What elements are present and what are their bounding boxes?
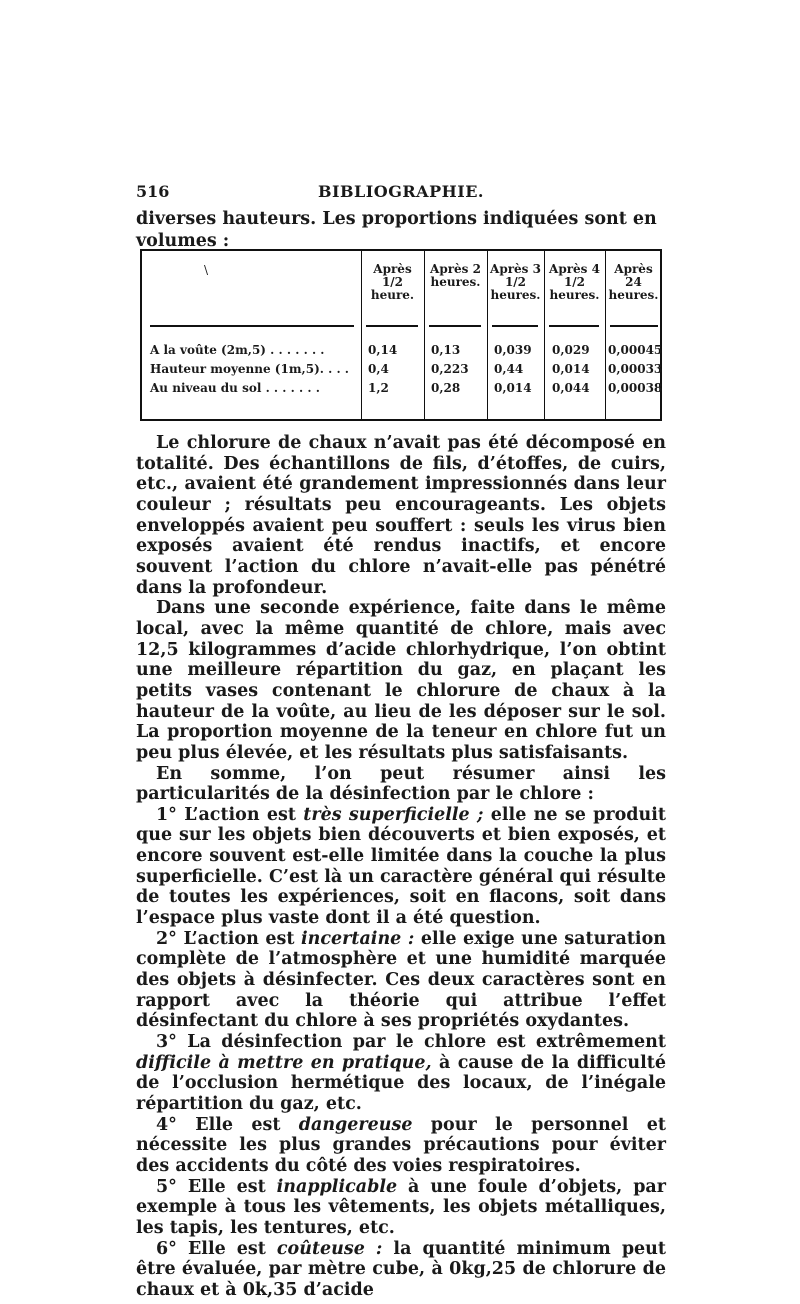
row-label: A la voûte (2m,5) . . . . . . .	[150, 343, 325, 357]
paragraph	[136, 598, 666, 763]
table-cell: 0,029	[552, 343, 590, 357]
running-title: BIBLIOGRAPHIE.	[318, 182, 484, 201]
body-text	[136, 433, 666, 1301]
header-rule	[429, 325, 481, 327]
column-header: Après 4 1/2 heures.	[549, 262, 600, 302]
emphasis: incertaine :	[301, 928, 415, 949]
table-cell: 0,00045	[608, 343, 663, 357]
emphasis: coûteuse :	[276, 1238, 383, 1259]
paragraph	[136, 433, 666, 598]
header-rule	[150, 325, 354, 327]
column-header: Après 1/2 heure.	[370, 262, 415, 302]
paragraph-text: à une foule d’objets, par exemple à tous les vêtements, les objets métalliques, les tapis, les tentures, etc.	[136, 1176, 666, 1238]
table-cell: 0,14	[368, 343, 398, 357]
data-table	[140, 249, 662, 421]
table-cell: 0,223	[431, 362, 469, 376]
paragraph-text: pour le personnel et nécessite les plus grandes précautions pour éviter des accidents du côté des voies respiratoires.	[136, 1114, 666, 1176]
emphasis: inapplicable	[276, 1176, 398, 1197]
list-item	[136, 1239, 666, 1301]
paragraph-text: elle exige une saturation complète de l’atmosphère et une humidité marquée des objets à désinfecter. Ces deux caractères sont en rapport avec la théorie qui attribue l’effet désinfectant du chlore à ses propriétés oxydantes.	[136, 928, 666, 1032]
paragraph-text: 4° Elle est	[156, 1114, 299, 1135]
page-number: 516	[136, 182, 170, 201]
list-item	[136, 929, 666, 1032]
column-header: Après 24 heures.	[608, 262, 659, 302]
column-header: Après 3 1/2 heures.	[490, 262, 541, 302]
paragraph-text: 6° Elle est	[156, 1238, 277, 1259]
paragraph-text: 2° L’action est	[156, 928, 301, 949]
paragraph-text: En somme, l’on peut résumer ainsi les particularités de la désinfection par le chlore :	[136, 763, 666, 805]
table-cell: 0,014	[552, 362, 590, 376]
list-item	[136, 805, 666, 929]
header-rule	[549, 325, 599, 327]
table-cell: 0,13	[431, 343, 461, 357]
emphasis: dangereuse	[298, 1114, 413, 1135]
paragraph-text: elle ne se produit que sur les objets bien découverts et bien exposés, et encore souvent est-elle limitée dans la couche la plus superficielle. C’est là un caractère général qui résulte de toutes les expériences, soit en flacons, soit dans l’espace plus vaste dont il a été question.	[136, 804, 666, 929]
table-cell: 0,00038	[608, 381, 663, 395]
intro-line: diverses hauteurs. Les proportions indiquées sont en volumes :	[136, 209, 657, 251]
row-label: Hauteur moyenne (1m,5). . . .	[150, 362, 349, 376]
table-cell: 0,039	[494, 343, 532, 357]
header-rule	[492, 325, 538, 327]
row-label: Au niveau du sol . . . . . . .	[150, 381, 320, 395]
paragraph-text: Le chlorure de chaux n’avait pas été décomposé en totalité. Des échantillons de fils, d’étoffes, de cuirs, etc., avaient été grandement impressionnés dans leur couleur ; résultats peu encourageants. Les objets enveloppés avaient peu souffert : seuls les virus bien exposés avaient été rendus inactifs, et encore souvent l’action du chlore n’avait-elle pas pénétré dans la profondeur.	[136, 433, 666, 598]
paragraph-text: Dans une seconde expérience, faite dans le même local, avec la même quantité de chlore, mais avec 12,5 kilogrammes d’acide chlorhydrique, l’on obtint une meilleure répartition du gaz, en plaçant les petits vases contenant le chlorure de chaux à la hauteur de la voûte, au lieu de les déposer sur le sol. La proportion moyenne de la teneur en chlore fut un peu plus élevée, et les résultats plus satisfaisants.	[136, 598, 666, 763]
paragraph-text: à cause de la difficulté de l’occlusion hermétique des locaux, de l’inégale répartition du gaz, etc.	[136, 1052, 666, 1114]
table-cell: 0,014	[494, 381, 532, 395]
list-item	[136, 1177, 666, 1239]
table-cell: 0,4	[368, 362, 389, 376]
paragraph-text: 3° La désinfection par le chlore est extrêmement	[156, 1032, 666, 1053]
paragraph-text: la quantité minimum peut être évaluée, par mètre cube, à 0kg,25 de chlorure de chaux et à 0k,35 d’acide	[136, 1238, 666, 1300]
list-item	[136, 1115, 666, 1177]
page-header	[136, 182, 666, 204]
list-item	[136, 1032, 666, 1115]
column-header: Après 2 heures.	[430, 262, 481, 289]
table-cell: 0,28	[431, 381, 461, 395]
header-rule	[610, 325, 658, 327]
emphasis: difficile à mettre en pratique,	[136, 1052, 432, 1073]
paragraph-text: 5° Elle est	[156, 1176, 277, 1197]
header-rule	[366, 325, 418, 327]
table-cell: 0,44	[494, 362, 524, 376]
emphasis: très superficielle ;	[303, 804, 484, 825]
paragraph-text: 1° L’action est	[156, 804, 304, 825]
table-cell: 0,044	[552, 381, 590, 395]
table-cell: 0,00033	[608, 362, 663, 376]
paragraph	[136, 764, 666, 805]
table-cell: 1,2	[368, 381, 389, 395]
corner-mark: \	[204, 263, 209, 277]
